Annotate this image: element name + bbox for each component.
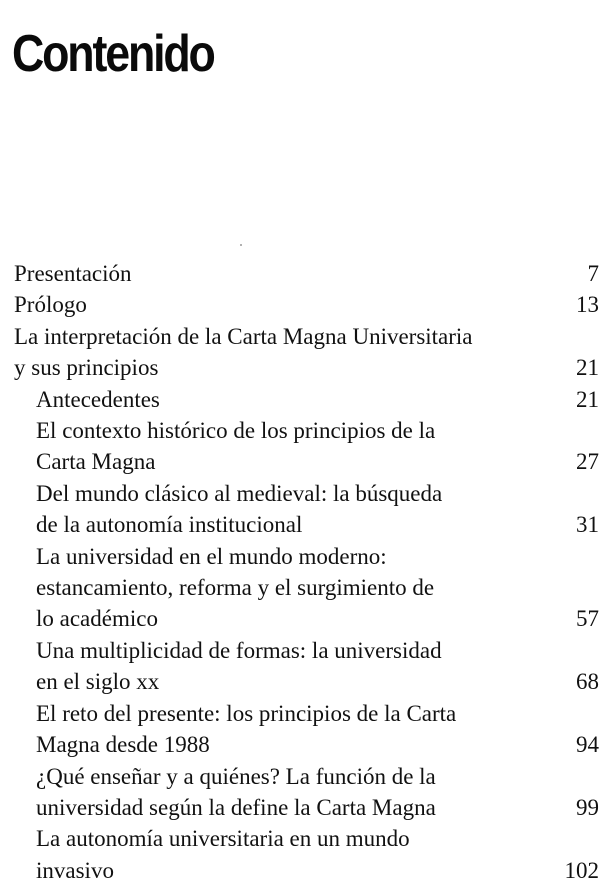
toc-entry-line: estancamiento, reforma y el surgimiento de (36, 575, 435, 601)
toc-entry-interpretacion (14, 321, 599, 384)
toc-page-number: 68 (576, 669, 599, 695)
toc-entry-line: invasivo (36, 857, 114, 883)
toc-entry-line: Presentación (14, 261, 132, 286)
toc-entry-line: Antecedentes (36, 386, 160, 412)
toc-entry-line: y sus principios (14, 355, 159, 381)
toc-entry-line: Del mundo clásico al medieval: la búsqueda (36, 480, 443, 506)
toc-entry-text (14, 823, 565, 886)
toc-page-number: 57 (576, 606, 599, 632)
toc-entry-text (14, 289, 576, 320)
toc-entry-text (14, 698, 576, 761)
toc-page-number: 31 (576, 512, 599, 538)
toc-page-number: 27 (576, 449, 599, 475)
toc-entry-text (14, 258, 588, 289)
toc-page-number: 21 (576, 355, 599, 381)
toc-entry-prologo (14, 289, 599, 320)
toc-page-number: 21 (576, 386, 599, 412)
page-speck (240, 244, 242, 246)
toc-entry-line: La autonomía universitaria en un mundo (36, 826, 410, 852)
toc-entry-text (14, 415, 576, 478)
table-of-contents (14, 258, 599, 886)
toc-entry-line: Magna desde 1988 (36, 732, 210, 758)
toc-entry-que-ensenar (14, 761, 599, 824)
toc-entry-text (14, 478, 576, 541)
toc-entry-line: El contexto histórico de los principios de la (36, 418, 436, 444)
toc-page-number: 94 (576, 732, 599, 758)
toc-entry-text (14, 384, 576, 415)
toc-entry-mundo-clasico (14, 478, 599, 541)
toc-entry-antecedentes (14, 384, 599, 415)
toc-page-number: 7 (587, 261, 599, 286)
toc-entry-line: ¿Qué enseñar y a quiénes? La función de la (36, 763, 436, 789)
toc-entry-line: universidad según la define la Carta Magna (36, 794, 436, 820)
toc-entry-autonomia-universitaria (14, 823, 599, 886)
toc-page-number: 99 (576, 794, 599, 820)
toc-entry-text (14, 635, 576, 698)
toc-entry-text (14, 321, 576, 384)
toc-entry-line: Una multiplicidad de formas: la universidad (36, 637, 442, 663)
toc-page-number: 13 (576, 292, 599, 318)
toc-entry-mundo-moderno (14, 541, 599, 635)
toc-entry-line: Prólogo (14, 292, 87, 318)
toc-entry-line: La interpretación de la Carta Magna Universitaria (14, 323, 473, 349)
toc-entry-line: lo académico (36, 606, 158, 632)
page-title: Contenido (12, 25, 214, 83)
toc-page-number: 102 (564, 857, 599, 883)
toc-entry-line: en el siglo xx (36, 669, 160, 695)
toc-entry-text (14, 541, 576, 635)
toc-entry-line: El reto del presente: los principios de la Carta (36, 700, 457, 726)
toc-entry-line: Carta Magna (36, 449, 156, 475)
toc-entry-presentacion (14, 258, 599, 289)
toc-entry-line: de la autonomía institucional (36, 512, 303, 538)
toc-entry-contexto-historico (14, 415, 599, 478)
toc-entry-reto-presente (14, 698, 599, 761)
toc-entry-multiplicidad-formas (14, 635, 599, 698)
toc-entry-text (14, 761, 576, 824)
toc-entry-line: La universidad en el mundo moderno: (36, 543, 387, 569)
